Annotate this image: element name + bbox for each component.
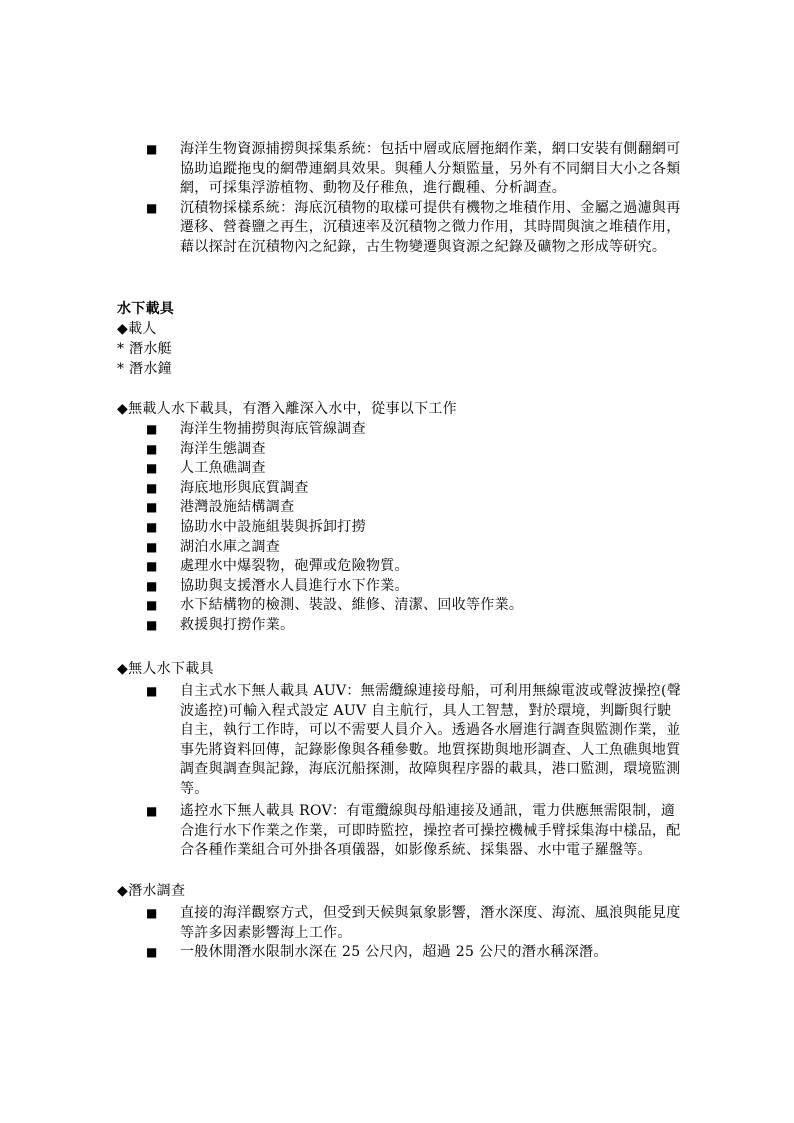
square-bullet-icon: ■ (146, 945, 158, 960)
square-bullet-icon: ■ (146, 200, 158, 215)
unmanned-tasks-list (0, 420, 794, 636)
list-item: ■ 海洋生物捕撈與海底管線調查 (0, 420, 794, 440)
list-item: ■ 協助與支援潛水人員進行水下作業。 (0, 577, 794, 597)
square-bullet-icon: ■ (146, 539, 158, 554)
list-item: ■ 一般休閒潛水限制水深在 25 公尺內，超過 25 公尺的潛水稱深潛。 (0, 943, 794, 963)
list-item: ■ 湖泊水庫之調查 (0, 538, 794, 558)
unmanned-vehicles-list (0, 682, 794, 800)
list-item: ■ 協助水中設施組裝與拆卸打撈 (0, 518, 794, 538)
square-bullet-icon: ■ (146, 480, 158, 495)
square-bullet-icon: ■ (146, 519, 158, 534)
diving-header: ◆潛水調查 (117, 883, 186, 899)
list-item-text: 海洋生物資源捕撈與採集系統：包括中層或底層拖網作業，網口安裝有側翻網可協助追蹤拖曳的網帶連網具效果。與種人分類監量，另外有不同網目大小之各類網，可採集浮游植物、動物及仔稚魚，進行觀種、分析調查。 (180, 141, 681, 197)
list-item (0, 140, 794, 199)
square-bullet-icon: ■ (146, 906, 158, 920)
square-bullet-icon: ■ (146, 422, 158, 436)
manned-item: * 潛水艇 (117, 341, 172, 357)
list-item: ■ 港灣設施結構調查 (0, 498, 794, 518)
square-bullet-icon: ■ (146, 441, 158, 456)
unmanned-tasks-header: ◆無載人水下載具，有潛入離深入水中，從事以下工作 (117, 401, 457, 417)
diving-list (0, 904, 794, 963)
square-bullet-icon: ■ (146, 461, 158, 476)
square-bullet-icon: ■ (146, 804, 158, 818)
square-bullet-icon: ■ (146, 598, 158, 613)
square-bullet-icon: ■ (146, 559, 158, 574)
list-item: ■ 遙控水下無人載具 ROV：有電纜線與母船連接及通訊，電力供應無需限制，適合進行水下作業之作業，可即時監控，操控者可操控機械手臂採集海中樣品，配合各種作業組合可外掛各項儀器，如影像系統、採集器、水中電子羅盤等。 (146, 803, 681, 859)
section-title: 水下載具 (117, 301, 175, 317)
list-item: ■ 自主式水下無人載具 AUV：無需纜線連接母船，可利用無線電波或聲波操控(聲波遙控)可輸入程式設定 AUV 自主航行，具人工智慧，對於環境，判斷與行駛自主，執行工作時，可以不需要人員介入。透過各水層進行調查與監測作業，並事先將資料回傳，記錄影像與各種參數。地質探勘與地形調查、人工魚礁與地質調查與調查與記錄，海底沉船探測，故障與程序器的載具，港口監測，環境監測等。 (146, 683, 682, 797)
square-bullet-icon: ■ (146, 684, 158, 698)
list-item: ■ 人工魚礁調查 (0, 459, 794, 479)
list-item: ■ 海洋生態調查 (0, 440, 794, 460)
intro-list (0, 140, 794, 258)
square-bullet-icon: ■ (146, 142, 158, 156)
list-item (0, 199, 794, 258)
list-item: ■ 直接的海洋觀察方式，但受到天候與氣象影響，潛水深度、海流、風浪與能見度等許多因素影響海上工作。 (146, 905, 681, 941)
manned-header: ◆載人 (117, 321, 157, 337)
square-bullet-icon: ■ (146, 617, 158, 632)
unmanned-vehicles-list (0, 802, 794, 861)
list-item: ■ 處理水中爆裂物，砲彈或危險物質。 (0, 557, 794, 577)
list-item: ■ 海底地形與底質調查 (0, 479, 794, 499)
square-bullet-icon: ■ (146, 578, 158, 593)
list-item-text: 沉積物採樣系統：海底沉積物的取樣可提供有機物之堆積作用、金屬之過濾與再遷移、營養鹽之再生，沉積速率及沉積物之微力作用，其時間與演之堆積作用，藉以探討在沉積物內之紀錄，古生物變遷與資源之紀錄及礦物之形成等研究。 (180, 199, 681, 255)
square-bullet-icon: ■ (146, 500, 158, 515)
manned-item: * 潛水鐘 (117, 361, 172, 377)
unmanned-vehicles-header: ◆無人水下載具 (117, 661, 214, 677)
list-item: ■ 水下結構物的檢測、裝設、維修、清潔、回收等作業。 (0, 596, 794, 616)
list-item: ■ 救援與打撈作業。 (0, 616, 794, 636)
